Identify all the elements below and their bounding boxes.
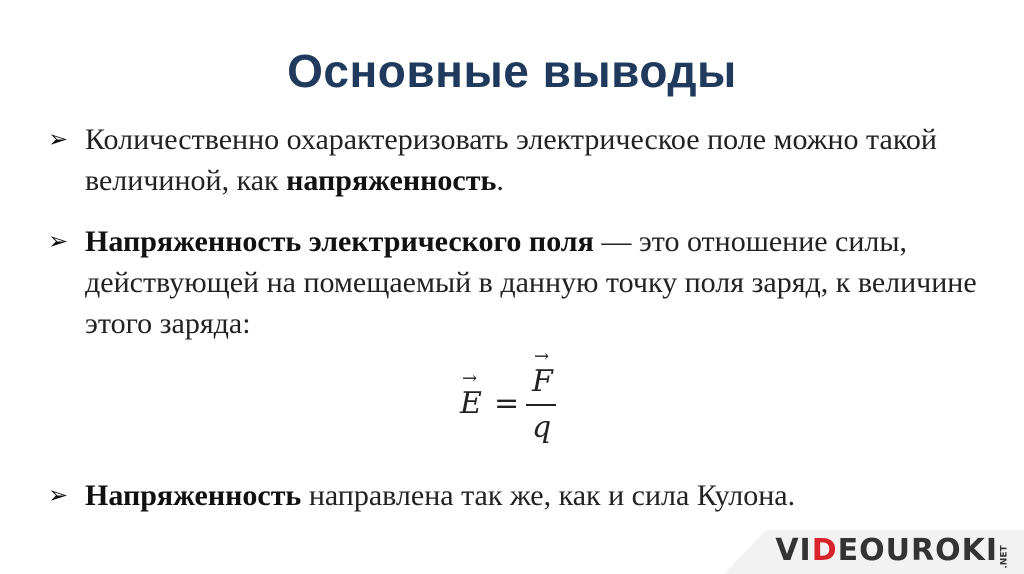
logo-text-accent: D [811,533,838,568]
vector-arrow-icon: → [462,368,478,389]
logo-text-part: EOUROKI [837,533,998,568]
formula-denominator: q [532,410,552,445]
formula-numerator: F [532,364,553,399]
bullet-text-bold: Напряженность электрического поля [85,225,594,258]
videouroki-logo [775,533,998,568]
formula [460,346,570,452]
bullet-item-3 [48,475,978,516]
formula-lhs: E [460,386,482,421]
arrow-bullet-icon: ➢ [48,125,69,153]
vector-arrow-icon: → [534,346,550,367]
bullet-text-3 [85,475,978,516]
arrow-bullet-icon: ➢ [48,481,69,509]
bullet-text-bold: Напряженность [85,479,302,512]
logo-text-part: VI [775,533,812,568]
bullet-item-1 [48,119,978,201]
fraction-bar [526,404,556,406]
bullet-text-plain: . [496,164,504,197]
bullet-text-plain: направлена так же, как и сила Кулона. [301,479,796,512]
bullet-text-plain: — это отношение силы, действующей на помещаемый в данную точку поля заряд, к величине этого заряда: [85,225,977,340]
formula-equals: = [494,386,520,421]
bullet-text-bold: напряженность [286,164,497,197]
slide-title: Основные выводы [287,45,737,97]
bullet-text-plain: Количественно охарактеризовать электрическое поле можно такой величиной, как [85,123,937,197]
bullet-item-2 [48,221,978,344]
arrow-bullet-icon: ➢ [48,227,69,255]
bullet-text-1 [85,119,978,201]
logo-suffix: .NET [999,545,1010,569]
bullet-text-2 [85,221,978,344]
